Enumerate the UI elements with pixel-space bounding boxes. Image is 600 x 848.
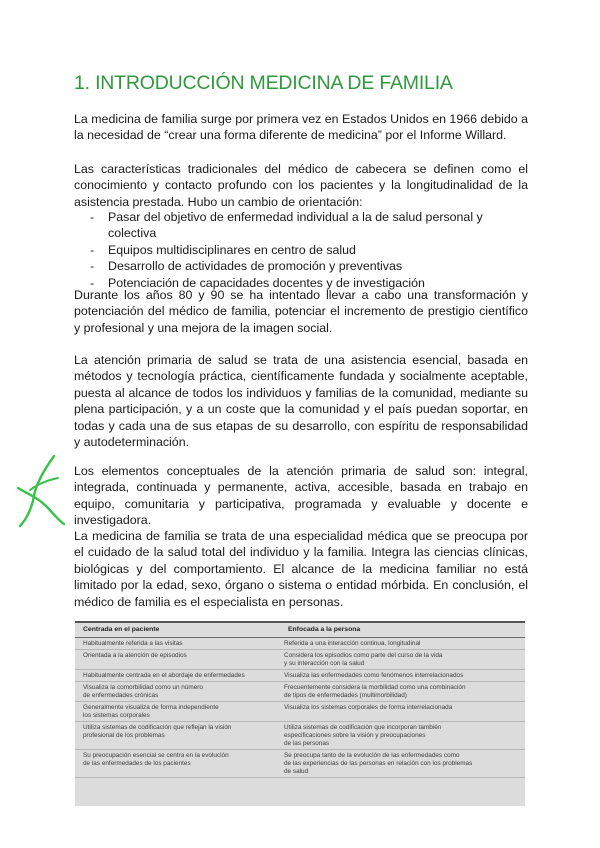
table-cell: Orientada a la atención de episodios [83, 652, 187, 659]
table-cell: Visualiza la comorbilidad como un número de enfermedades crónicas [83, 684, 203, 699]
list-item: - Potenciación de capacidades docentes y de investigación [90, 275, 425, 290]
table-cell: Habitualmente referida a las visitas [83, 640, 183, 647]
table-cell: Se preocupa tanto de la evolución de las enfermedades como de las experiencias de las personas en relación con los problemas de salud [284, 752, 473, 775]
table-row [75, 750, 525, 778]
list-item: - Desarrollo de actividades de promoción y preventivas [90, 259, 403, 274]
table-cell: Generalmente visualiza de forma independiente los sistemas corporales [83, 704, 219, 719]
paragraph-6: La medicina de familia se trata de una especialidad médica que se preocupa por el cuidado de la salud total del individuo y la familia. Integra las ciencias clínicas, biológicas y del comportamiento. El alcance de la medicina familiar no está limitado por la edad, sexo, órgano o sistema o entidad mórbida. En conclusión, el médico de familia es el especialista en personas. [74, 529, 528, 609]
table-cell: Visualiza los sistemas corporales de forma interrelacionada [284, 704, 453, 711]
table-header [75, 621, 525, 638]
column-header: Centrada en el paciente [83, 626, 160, 633]
list-item: - Equipos multidisciplinares en centro de salud [90, 242, 356, 257]
table-row [75, 722, 525, 750]
table-row [75, 682, 525, 702]
bullet-list [74, 209, 528, 291]
table-row [75, 650, 525, 670]
paragraph-4: La atención primaria de salud se trata de una asistencia esencial, basada en métodos y tecnología práctica, científicamente fundada y socialmente aceptable, puesta al alcance de todos los individuos y familias de la comunidad, mediante su plena participación, y a un coste que la comunidad y el país puedan soportar, en todas y cada una de sus etapas de su desarrollo, con espíritu de responsabilidad y autodeterminación. [74, 353, 528, 450]
table-row [75, 670, 525, 682]
table-cell: Habitualmente centrada en el abordaje de enfermedades [83, 672, 245, 679]
table-cell: Visualiza las enfermedades como fenómenos interrelacionados [284, 672, 464, 679]
list-item: - Pasar del objetivo de enfermedad individual a la de salud personal y colectiva [90, 210, 483, 241]
table-cell: Referida a una interacción continua, longitudinal [284, 640, 421, 647]
table-row [75, 638, 525, 650]
table-cell: Su preocupación esencial se centra en la evolución de las enfermedades de los pacientes [83, 752, 229, 767]
comparison-table [75, 621, 525, 806]
handwritten-check-mark [14, 450, 74, 530]
table-cell: Considera los episodios como parte del curso de la vida y su interacción con la salud [284, 652, 443, 667]
paragraph-3: Durante los años 80 y 90 se ha intentado llevar a cabo una transformación y potenciación del médico de familia, potenciar el incremento de prestigio científico y profesional y una mejora de la imagen social. [74, 288, 528, 335]
table-cell: Utiliza sistemas de codificación que incorporan también especificaciones sobre la visión y preocupaciones de las personas [284, 724, 442, 747]
table-cell: Utiliza sistemas de codificación que reflejan la visión profesional de los problemas [83, 724, 232, 739]
table-cell: Frecuentemente considera la morbilidad como una combinación de tipos de enfermedades (multimorbilidad) [284, 684, 466, 699]
paragraph-1: La medicina de familia surge por primera vez en Estados Unidos en 1966 debido a la necesidad de “crear una forma diferente de medicina” por el Informe Willard. [74, 112, 528, 143]
column-header: Enfocada a la persona [288, 626, 361, 633]
paragraph-2: Las características tradicionales del médico de cabecera se definen como el conocimiento y contacto profundo con los pacientes y la longitudinalidad de la asistencia prestada. Hubo un cambio de orientación: [74, 162, 528, 209]
table-body [75, 638, 525, 778]
paragraph-5: Los elementos conceptuales de la atención primaria de salud son: integral, integrada, continuada y permanente, activa, accesible, basada en trabajo en equipo, comunitaria y participativa, programada y evaluable y docente e investigadora. [74, 464, 528, 528]
section-heading: 1. INTRODUCCIÓN MEDICINA DE FAMILIA [74, 72, 453, 94]
table-row [75, 702, 525, 722]
